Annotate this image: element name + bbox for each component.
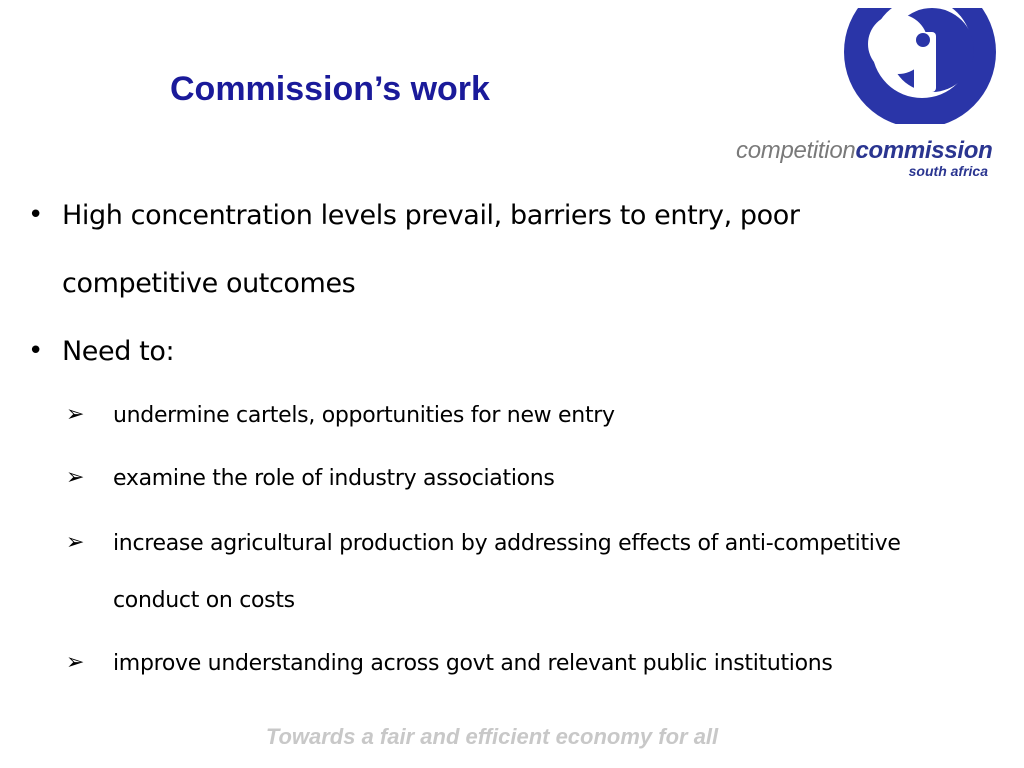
slide-title: Commission’s work [170, 70, 490, 108]
slide-footer-tagline: Towards a fair and efficient economy for all [265, 724, 719, 749]
arrow-bullet-icon: ➢ [66, 465, 85, 490]
logo-subtitle: south africa [908, 163, 988, 179]
arrow-bullet-icon: ➢ [66, 650, 85, 675]
logo-wordmark [736, 138, 1016, 178]
sub-bullet-item: examine the role of industry associations [113, 466, 555, 491]
bullet-dot-icon: • [28, 336, 44, 366]
sub-bullet-item: increase agricultural production by addressing effects of anti-competitive conduct on costs [113, 531, 901, 613]
logo-name-part2: commission [855, 137, 993, 164]
bullet-item: Need to: [62, 336, 175, 367]
logo-name [736, 138, 1016, 164]
competition-commission-logo-icon [840, 8, 1000, 124]
arrow-bullet-icon: ➢ [66, 402, 85, 427]
bullet-item: High concentration levels prevail, barriers to entry, poor competitive outcomes [62, 200, 800, 299]
sub-bullet-item: undermine cartels, opportunities for new entry [113, 403, 615, 428]
bullet-dot-icon: • [28, 200, 44, 230]
logo-name-part1: competition [736, 137, 856, 164]
sub-bullet-item: improve understanding across govt and relevant public institutions [113, 651, 833, 676]
arrow-bullet-icon: ➢ [66, 530, 85, 555]
